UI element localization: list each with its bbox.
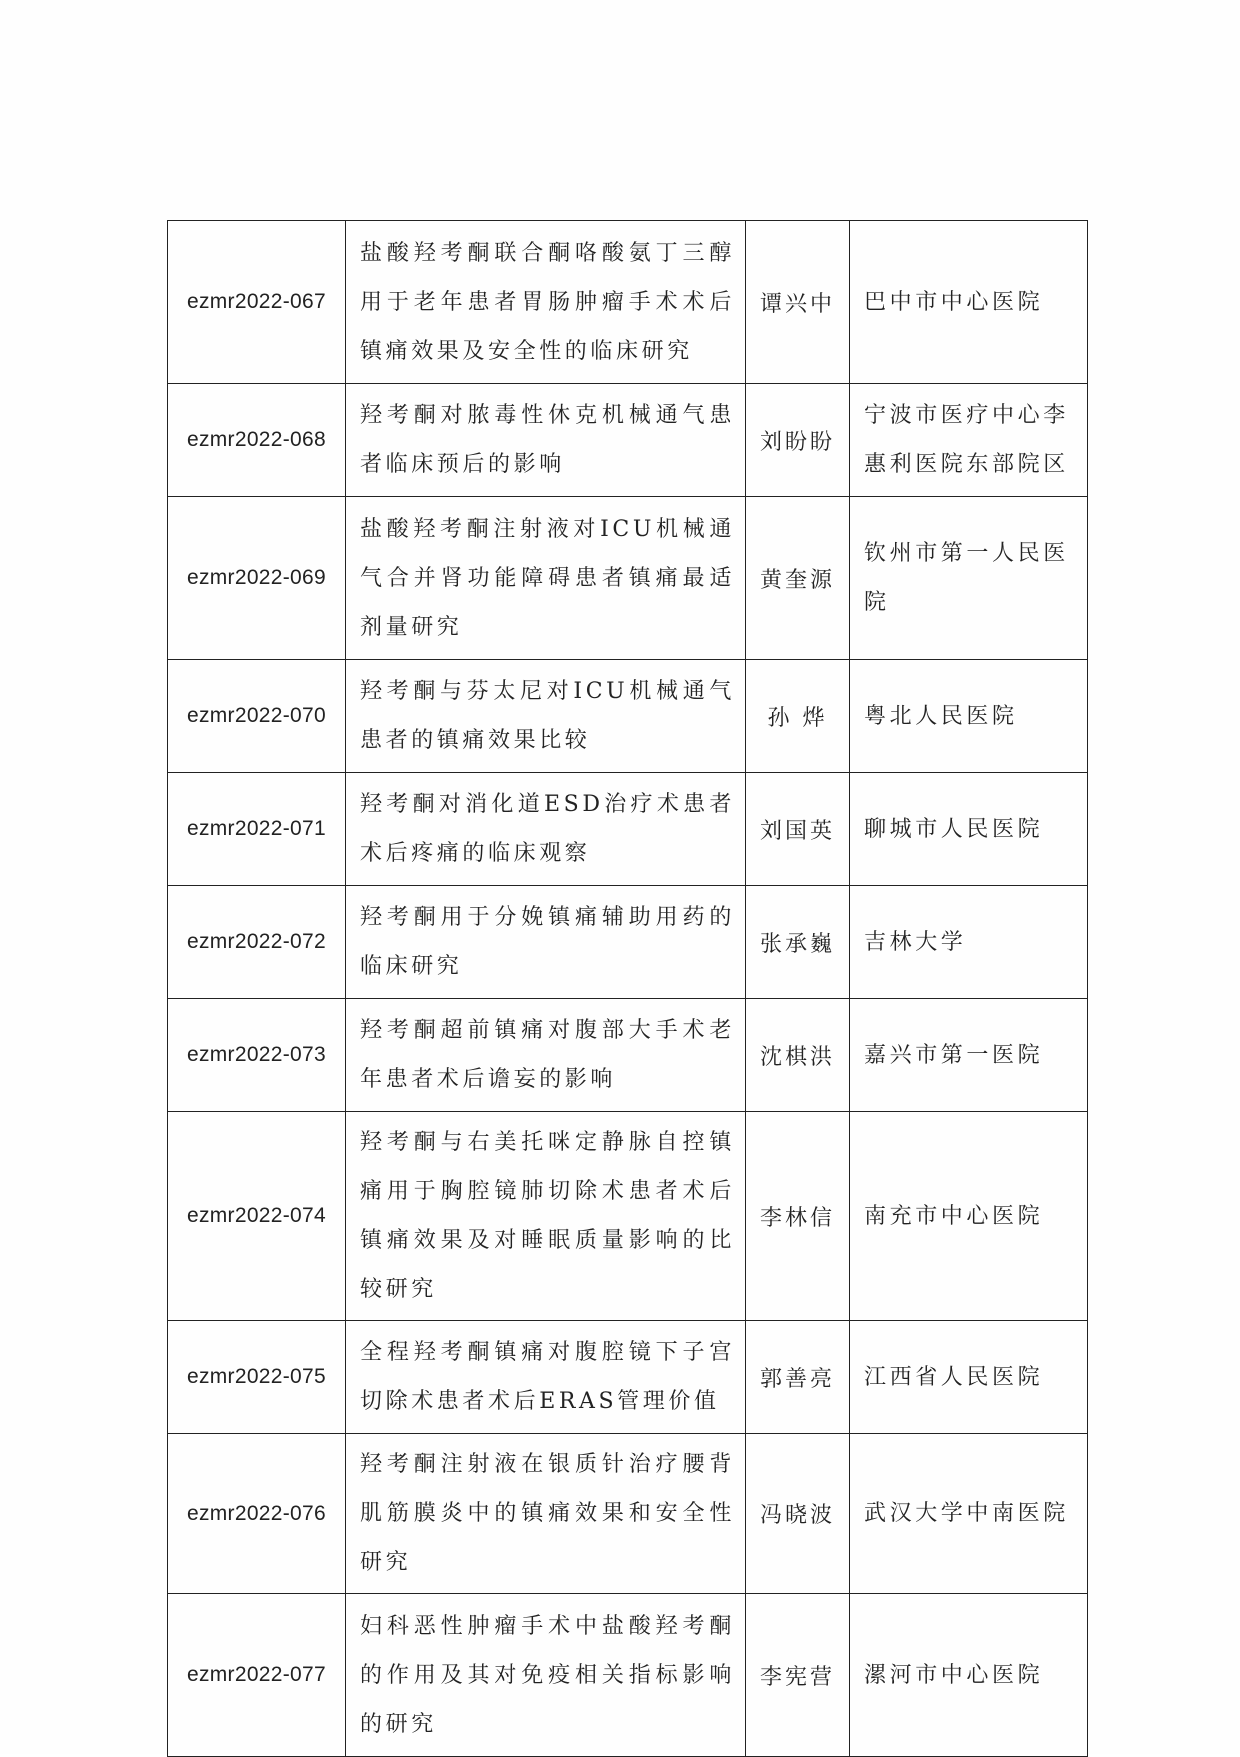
project-title: 羟考酮与芬太尼对ICU机械通气患者的镇痛效果比较 xyxy=(346,660,746,773)
project-id: ezmr2022-071 xyxy=(168,773,346,886)
table-row xyxy=(168,999,1088,1112)
project-id: ezmr2022-067 xyxy=(168,221,346,384)
principal-investigator: 刘国英 xyxy=(746,773,850,886)
institution: 粤北人民医院 xyxy=(850,660,1088,773)
project-title: 盐酸羟考酮联合酮咯酸氨丁三醇用于老年患者胃肠肿瘤手术术后镇痛效果及安全性的临床研究 xyxy=(346,221,746,384)
project-id: ezmr2022-072 xyxy=(168,886,346,999)
project-id: ezmr2022-073 xyxy=(168,999,346,1112)
project-id: ezmr2022-069 xyxy=(168,497,346,660)
institution: 巴中市中心医院 xyxy=(850,221,1088,384)
institution: 漯河市中心医院 xyxy=(850,1594,1088,1757)
project-title: 羟考酮超前镇痛对腹部大手术老年患者术后谵妄的影响 xyxy=(346,999,746,1112)
principal-investigator: 沈棋洪 xyxy=(746,999,850,1112)
table-row xyxy=(168,1594,1088,1757)
project-title: 羟考酮对脓毒性休克机械通气患者临床预后的影响 xyxy=(346,384,746,497)
project-table-body xyxy=(168,221,1088,1757)
institution: 宁波市医疗中心李惠利医院东部院区 xyxy=(850,384,1088,497)
project-title: 盐酸羟考酮注射液对ICU机械通气合并肾功能障碍患者镇痛最适剂量研究 xyxy=(346,497,746,660)
table-row xyxy=(168,660,1088,773)
principal-investigator: 郭善亮 xyxy=(746,1321,850,1434)
principal-investigator: 刘盼盼 xyxy=(746,384,850,497)
project-title: 妇科恶性肿瘤手术中盐酸羟考酮的作用及其对免疫相关指标影响的研究 xyxy=(346,1594,746,1757)
project-id: ezmr2022-070 xyxy=(168,660,346,773)
project-title: 羟考酮注射液在银质针治疗腰背肌筋膜炎中的镇痛效果和安全性研究 xyxy=(346,1434,746,1594)
table-row xyxy=(168,886,1088,999)
institution: 吉林大学 xyxy=(850,886,1088,999)
principal-investigator: 孙 烨 xyxy=(746,660,850,773)
project-title: 羟考酮与右美托咪定静脉自控镇痛用于胸腔镜肺切除术患者术后镇痛效果及对睡眠质量影响的比较研究 xyxy=(346,1112,746,1321)
project-id: ezmr2022-074 xyxy=(168,1112,346,1321)
principal-investigator: 张承巍 xyxy=(746,886,850,999)
table-row xyxy=(168,384,1088,497)
table-row xyxy=(168,1112,1088,1321)
principal-investigator: 谭兴中 xyxy=(746,221,850,384)
project-id: ezmr2022-068 xyxy=(168,384,346,497)
principal-investigator: 李宪营 xyxy=(746,1594,850,1757)
institution: 钦州市第一人民医院 xyxy=(850,497,1088,660)
institution: 嘉兴市第一医院 xyxy=(850,999,1088,1112)
project-table xyxy=(167,220,1088,1757)
project-title: 羟考酮用于分娩镇痛辅助用药的临床研究 xyxy=(346,886,746,999)
project-id: ezmr2022-077 xyxy=(168,1594,346,1757)
institution: 聊城市人民医院 xyxy=(850,773,1088,886)
institution: 南充市中心医院 xyxy=(850,1112,1088,1321)
project-id: ezmr2022-076 xyxy=(168,1434,346,1594)
institution: 武汉大学中南医院 xyxy=(850,1434,1088,1594)
table-row xyxy=(168,221,1088,384)
table-row xyxy=(168,1321,1088,1434)
principal-investigator: 黄奎源 xyxy=(746,497,850,660)
project-title: 全程羟考酮镇痛对腹腔镜下子宫切除术患者术后ERAS管理价值 xyxy=(346,1321,746,1434)
institution: 江西省人民医院 xyxy=(850,1321,1088,1434)
table-row xyxy=(168,773,1088,886)
principal-investigator: 冯晓波 xyxy=(746,1434,850,1594)
principal-investigator: 李林信 xyxy=(746,1112,850,1321)
table-row xyxy=(168,1434,1088,1594)
project-title: 羟考酮对消化道ESD治疗术患者术后疼痛的临床观察 xyxy=(346,773,746,886)
project-id: ezmr2022-075 xyxy=(168,1321,346,1434)
table-row xyxy=(168,497,1088,660)
